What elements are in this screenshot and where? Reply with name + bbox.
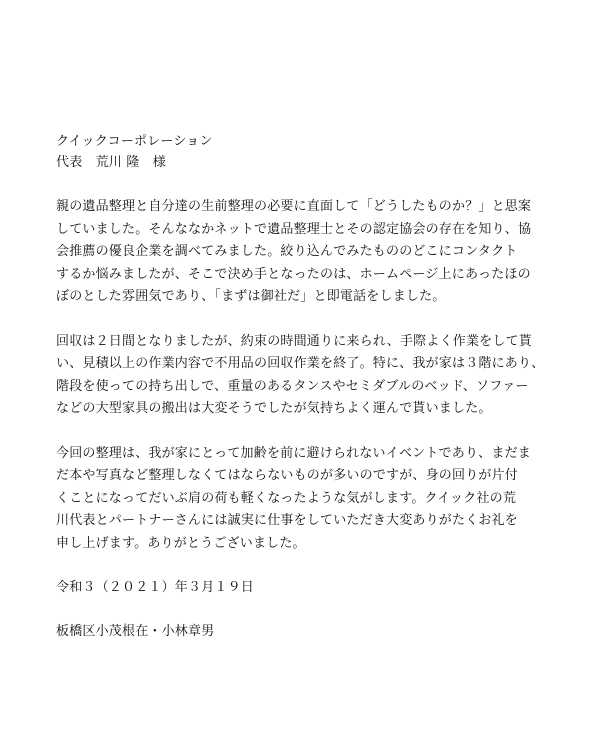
signature-block (56, 621, 556, 644)
paragraph-line: 川代表とパートナーさんには誠実に仕事をしていただき大変ありがたくお礼を (56, 513, 519, 528)
paragraph-line: していました。そんななかネットで遺品整理士とその認定協会の存在を知り、協 (56, 221, 532, 237)
recipient-company: クイックコーポレーション (56, 134, 213, 149)
letter-body (56, 131, 556, 643)
paragraph-1 (56, 196, 556, 309)
paragraph-line: 回収は２日間となりましたが、約束の時間通りに来られ、手際よく作業をして貰 (56, 333, 532, 349)
paragraph-line: い、見積以上の作業内容で不用品の回収作業を終了。特に、我が家は３階にあり、 (56, 356, 545, 371)
paragraph-line: 申し上げます。ありがとうございました。 (56, 535, 306, 551)
paragraph-2 (56, 331, 556, 421)
recipient-block (56, 131, 556, 173)
paragraph-line: 階段を使っての持ち出しで、重量のあるタンスやセミダブルのベッド、ソファー (56, 378, 529, 394)
paragraph-line: ぼのとした雰囲気であり、「まずは御社だ」と即電話をしました。 (56, 289, 446, 304)
paragraph-3 (56, 443, 556, 556)
recipient-addressee: 代表 荒川 隆 様 (56, 155, 166, 170)
paragraph-line: くことになってだいぶ肩の荷も軽くなったような気がします。クイック社の荒 (56, 490, 517, 506)
letter-date (56, 577, 556, 600)
paragraph-line: だ本や写真など整理しなくてはならないものが多いのですが、身の回りが片付 (56, 468, 519, 483)
date-text: 令和３（２０２１）年３月１９日 (56, 580, 255, 595)
paragraph-line: 親の遺品整理と自分達の生前整理の必要に直面して「どうしたものか？」と思案 (56, 199, 532, 214)
paragraph-line: 会推薦の優良企業を調べてみました。絞り込んでみたもののどこにコンタクト (56, 244, 518, 259)
signature-text: 板橋区小茂根在・小林章男 (56, 623, 215, 639)
paragraph-line: するか悩みましたが、そこで決め手となったのは、ホームページ上にあったほの (56, 266, 531, 282)
paragraph-line: 今回の整理は、我が家にとって加齢を前に避けられないイベントであり、まだま (56, 445, 531, 461)
paragraph-line: などの大型家具の搬出は大変そうでしたが気持ちよく運んで貰いました。 (56, 401, 492, 416)
